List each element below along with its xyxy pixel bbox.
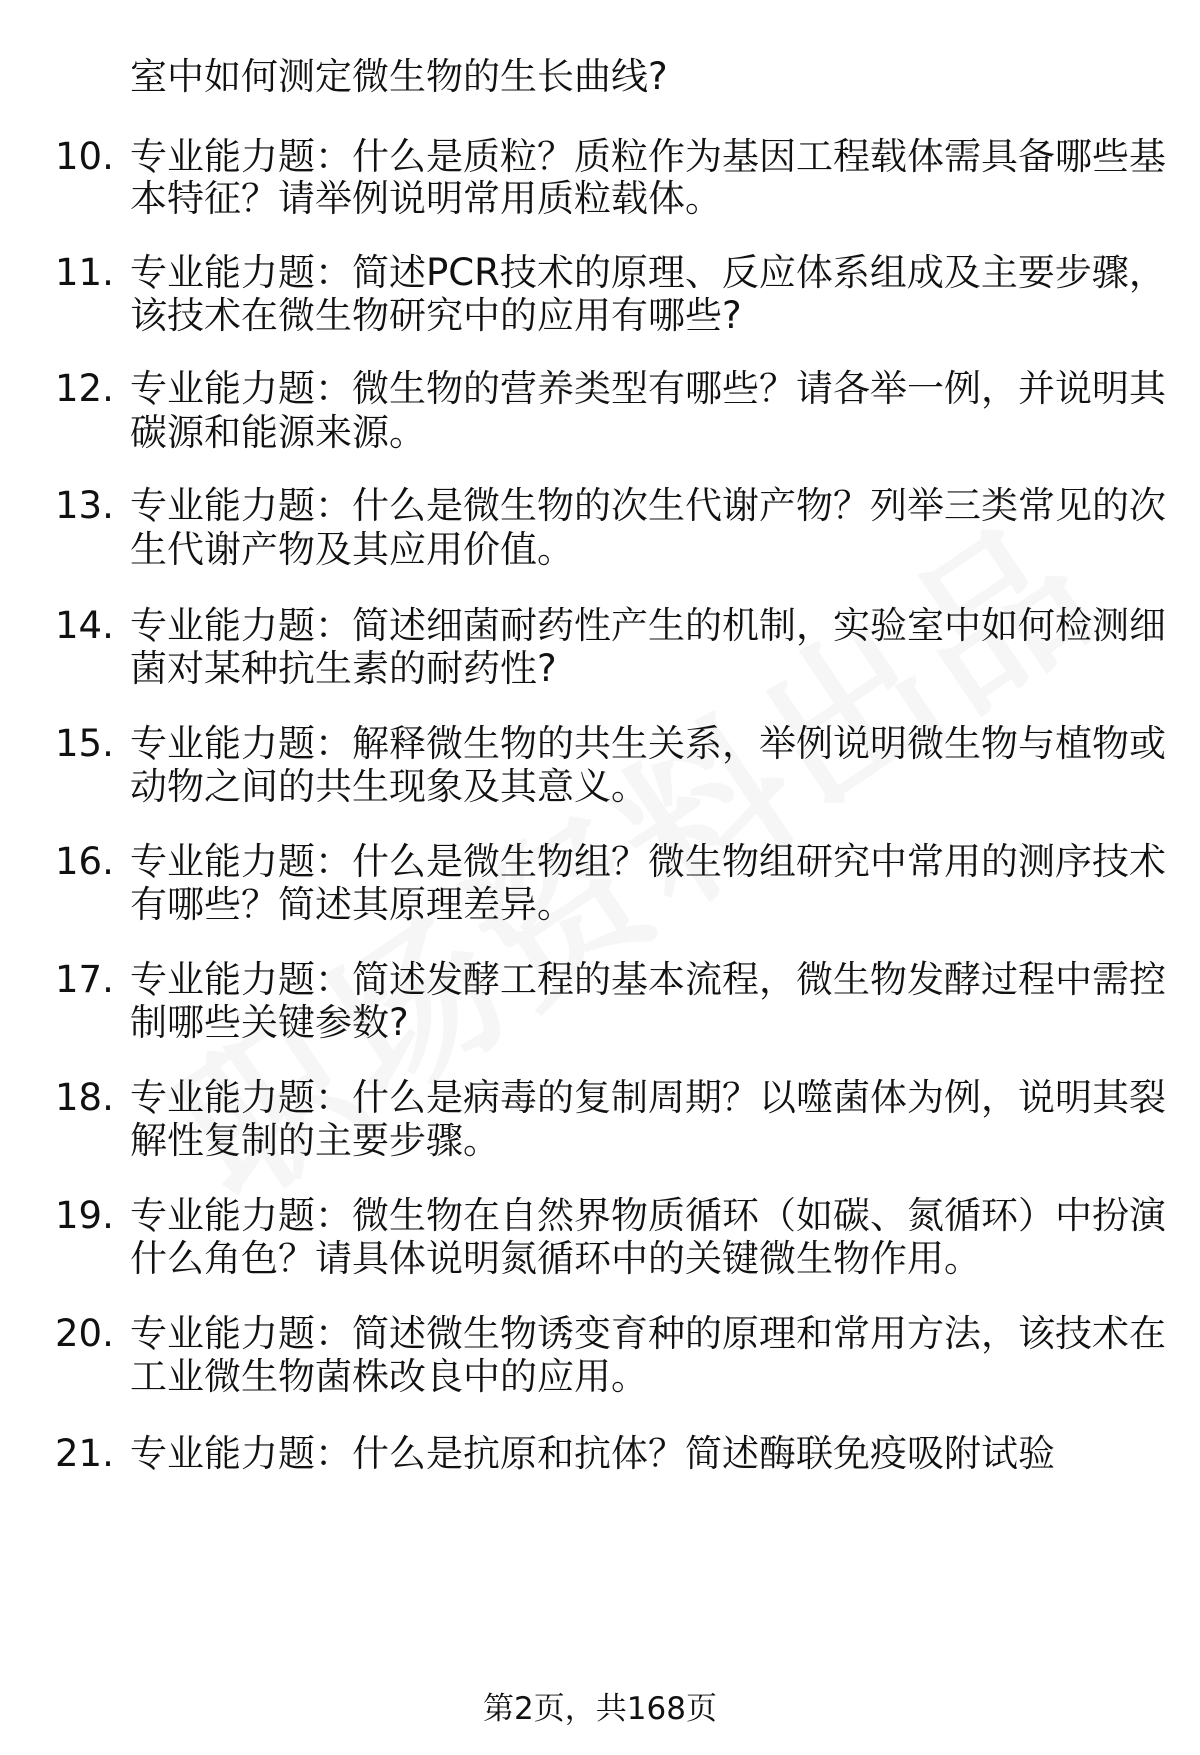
question-number: 13. xyxy=(55,484,114,527)
question-line-2: 生代谢产物及其应用价值。 xyxy=(130,528,574,571)
question-number: 11. xyxy=(55,251,114,294)
question-line-2: 动物之间的共生现象及其意义。 xyxy=(130,765,648,808)
question-line-1: 专业能力题：什么是病毒的复制周期？以噬菌体为例，说明其裂 xyxy=(130,1076,1166,1119)
question-number: 17. xyxy=(55,958,114,1001)
question-line-1: 专业能力题：什么是微生物组？微生物组研究中常用的测序技术 xyxy=(130,840,1166,883)
question-number: 14. xyxy=(55,604,114,647)
question-line-1: 专业能力题：简述发酵工程的基本流程，微生物发酵过程中需控 xyxy=(130,958,1166,1001)
question-line-2: 解性复制的主要步骤。 xyxy=(130,1119,500,1162)
question-line-1: 专业能力题：微生物在自然界物质循环（如碳、氮循环）中扮演 xyxy=(130,1194,1166,1237)
question-line-1: 专业能力题：解释微生物的共生关系，举例说明微生物与植物或 xyxy=(130,722,1166,765)
question-line-1: 专业能力题：什么是抗原和抗体？简述酶联免疫吸附试验 xyxy=(130,1432,1055,1475)
question-line-1: 专业能力题：微生物的营养类型有哪些？请各举一例，并说明其 xyxy=(130,367,1166,410)
question-number: 18. xyxy=(55,1076,114,1119)
question-line-2: 菌对某种抗生素的耐药性? xyxy=(130,647,557,690)
question-line-1: 专业能力题：简述微生物诱变育种的原理和常用方法，该技术在 xyxy=(130,1312,1166,1355)
question-line-1: 专业能力题：什么是微生物的次生代谢产物？列举三类常见的次 xyxy=(130,484,1166,527)
question-line-2: 碳源和能源来源。 xyxy=(130,411,426,454)
question-line-2: 该技术在微生物研究中的应用有哪些? xyxy=(130,294,742,337)
question-line-1: 专业能力题：简述细菌耐药性产生的机制，实验室中如何检测细 xyxy=(130,604,1166,647)
question-number: 10. xyxy=(55,135,114,178)
page-number: 第2页，共168页 xyxy=(483,1691,717,1727)
question-line-1: 专业能力题：简述PCR技术的原理、反应体系组成及主要步骤， xyxy=(130,251,1166,294)
question-number: 12. xyxy=(55,367,114,410)
intro-line: 室中如何测定微生物的生长曲线? xyxy=(130,55,668,98)
question-line-2: 什么角色？请具体说明氮循环中的关键微生物作用。 xyxy=(130,1237,981,1280)
question-number: 15. xyxy=(55,722,114,765)
question-number: 19. xyxy=(55,1194,114,1237)
question-number: 16. xyxy=(55,840,114,883)
question-number: 21. xyxy=(55,1432,114,1475)
question-number: 20. xyxy=(55,1312,114,1355)
question-line-1: 专业能力题：什么是质粒？质粒作为基因工程载体需具备哪些基 xyxy=(130,135,1166,178)
question-line-2: 工业微生物菌株改良中的应用。 xyxy=(130,1355,648,1398)
question-line-2: 制哪些关键参数? xyxy=(130,1001,409,1044)
question-line-2: 本特征？请举例说明常用质粒载体。 xyxy=(130,177,722,220)
question-line-2: 有哪些？简述其原理差异。 xyxy=(130,883,574,926)
